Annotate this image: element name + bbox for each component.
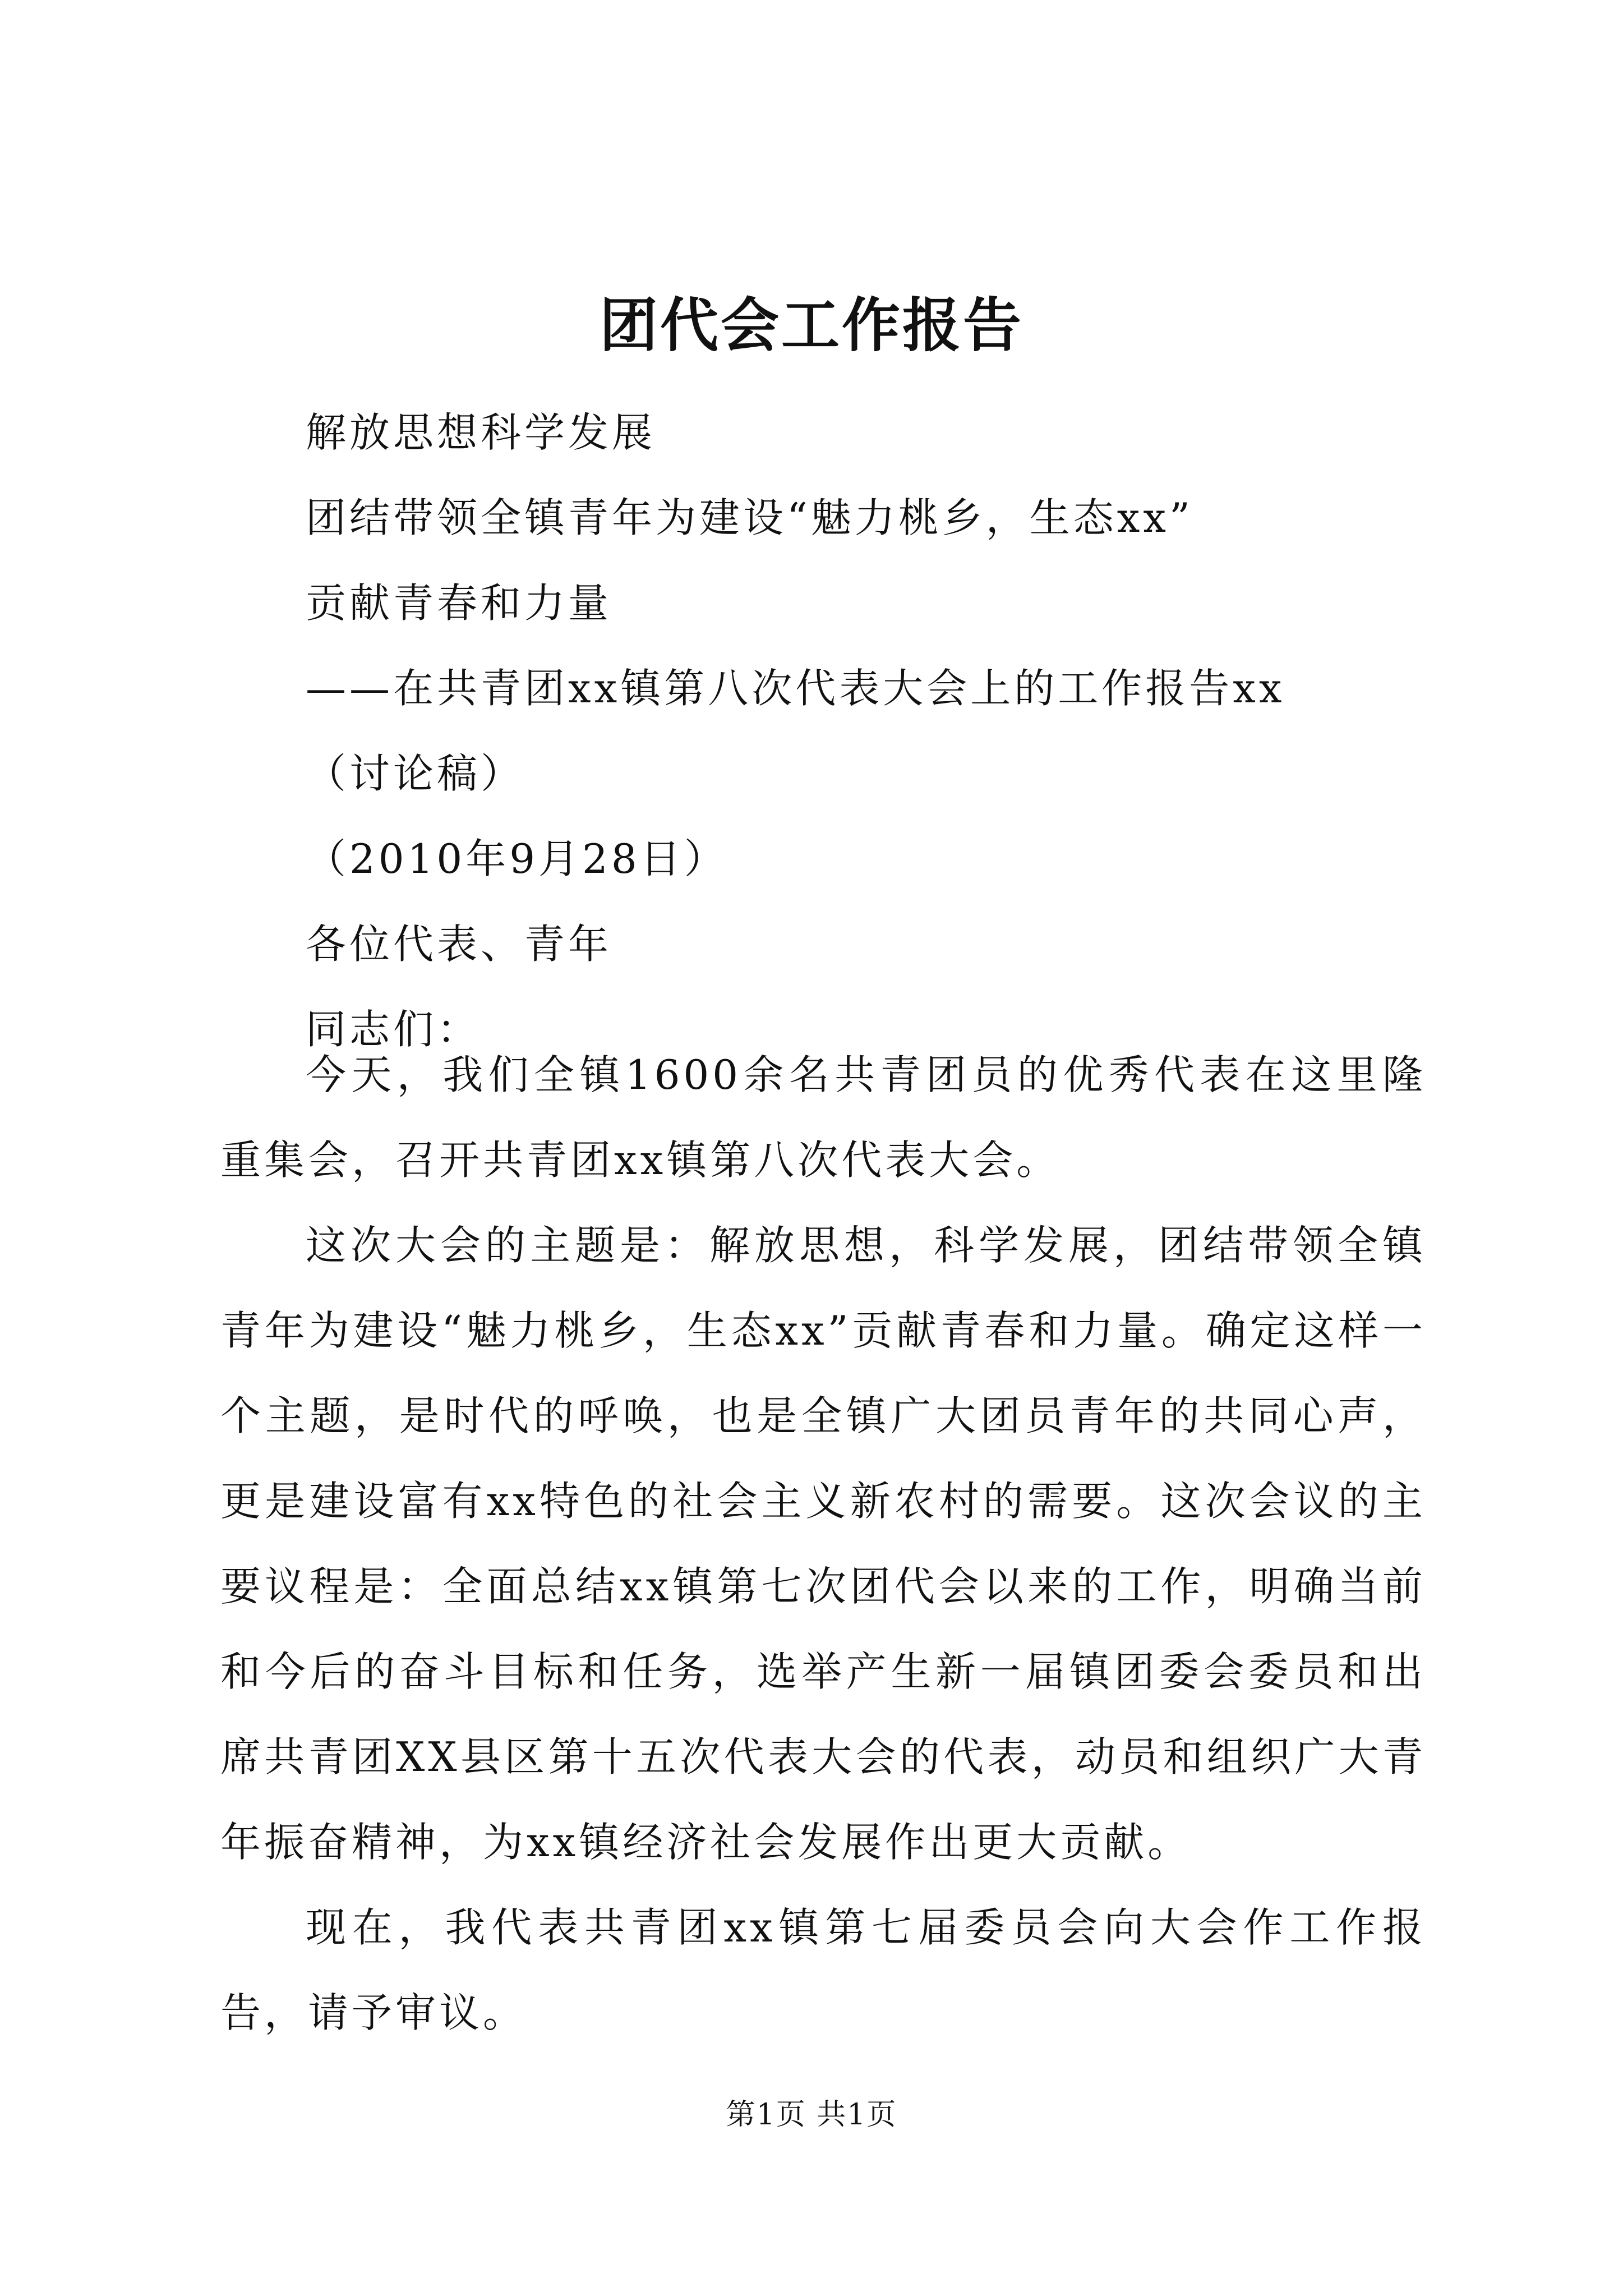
page-footer: 第1页 共1页 — [726, 2098, 897, 2132]
heading-line: 各位代表、青年 — [306, 921, 612, 968]
body-text — [220, 1032, 1426, 2055]
heading-line: 解放思想科学发展 — [306, 409, 656, 456]
heading-line: 团结带领全镇青年为建设“魅力桃乡，生态xx” — [306, 494, 1193, 541]
paragraph: 这次大会的主题是：解放思想，科学发展，团结带领全镇青年为建设“魅力桃乡，生态xx”贡献青春和力量。确定这样一个主题，是时代的呼唤，也是全镇广大团员青年的共同心声，更是建设富有xx特色的社会主义新农村的需要。这次会议的主要议程是：全面总结xx镇第七次团代会以来的工作，明确当前和今后的奋斗目标和任务，选举产生新一届镇团委会委员和出席共青团XX县区第十五次代表大会的代表，动员和组织广大青年振奋精神，为xx镇经济社会发展作出更大贡献。 — [220, 1222, 1426, 1866]
heading-line: 同志们： — [306, 1006, 481, 1053]
document-title: 团代会工作报告 — [599, 291, 1023, 360]
heading-line: 贡献青春和力量 — [306, 579, 612, 627]
heading-line: （2010年9月28日） — [306, 835, 728, 882]
paragraph: 现在，我代表共青团xx镇第七届委员会向大会作工作报告，请予审议。 — [220, 1904, 1426, 2036]
heading-block — [306, 390, 1483, 1072]
heading-line: （讨论稿） — [306, 750, 525, 797]
paragraph: 今天，我们全镇1600余名共青团员的优秀代表在这里隆重集会，召开共青团xx镇第八次代表大会。 — [220, 1051, 1426, 1184]
heading-line: ——在共青团xx镇第八次代表大会上的工作报告xx — [306, 665, 1285, 712]
